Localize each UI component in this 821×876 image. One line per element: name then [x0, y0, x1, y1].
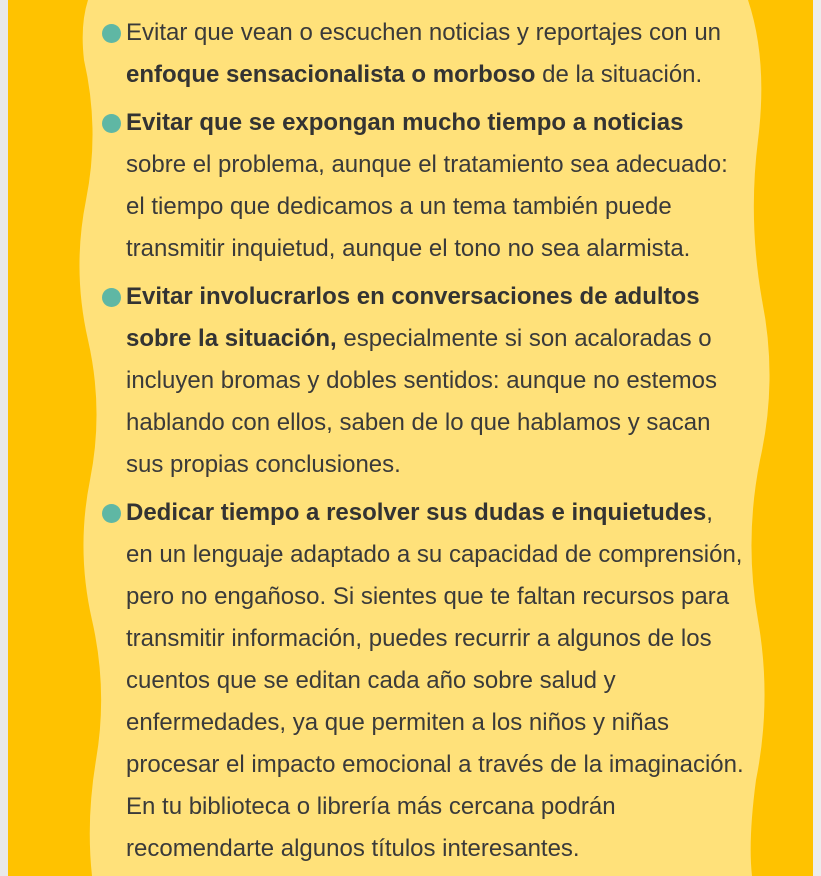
teal-circle-bullet-icon	[102, 288, 121, 307]
teal-circle-bullet-icon	[102, 24, 121, 43]
item-rest-text: sobre el problema, aunque el tratamiento sea adecuado: el tiempo que dedicamos a un tema también puede transmitir inquietud, aunque el tono no sea alarmista.	[126, 151, 728, 262]
bullet-list	[104, 12, 744, 876]
item-bold-text: Evitar involucrarlos en conversaciones de adultos sobre la situación,	[126, 283, 700, 352]
list-item	[104, 276, 744, 486]
list-item	[104, 492, 744, 870]
list-item	[104, 12, 744, 96]
item-rest-text: especialmente si son acaloradas o incluyen bromas y dobles sentidos: aunque no estemos hablando con ellos, saben de lo que hablamos y sacan sus propias conclusiones.	[126, 325, 718, 478]
item-bold-text: enfoque sensacionalista o morboso	[126, 61, 536, 88]
item-bold-text: Evitar que se expongan mucho tiempo a noticias	[126, 109, 684, 136]
list-item	[104, 102, 744, 270]
item-rest-text: , en un lenguaje adaptado a su capacidad de comprensión, pero no engañoso. Si sientes que te faltan recursos para transmitir información, puedes recurrir a algunos de los cuentos que se editan cada año sobre salud y enfermedades, ya que permiten a los niños y niñas procesar el impacto emocional a través de la imaginación. En tu biblioteca o librería más cercana podrán recomendarte algunos títulos interesantes.	[126, 499, 744, 862]
teal-circle-bullet-icon	[102, 114, 121, 133]
teal-circle-bullet-icon	[102, 504, 121, 523]
item-bold-text: Dedicar tiempo a resolver sus dudas e inquietudes	[126, 499, 707, 526]
item-lead-text: Evitar que vean o escuchen noticias y reportajes con un	[126, 19, 722, 46]
item-rest-text: de la situación.	[535, 61, 703, 88]
